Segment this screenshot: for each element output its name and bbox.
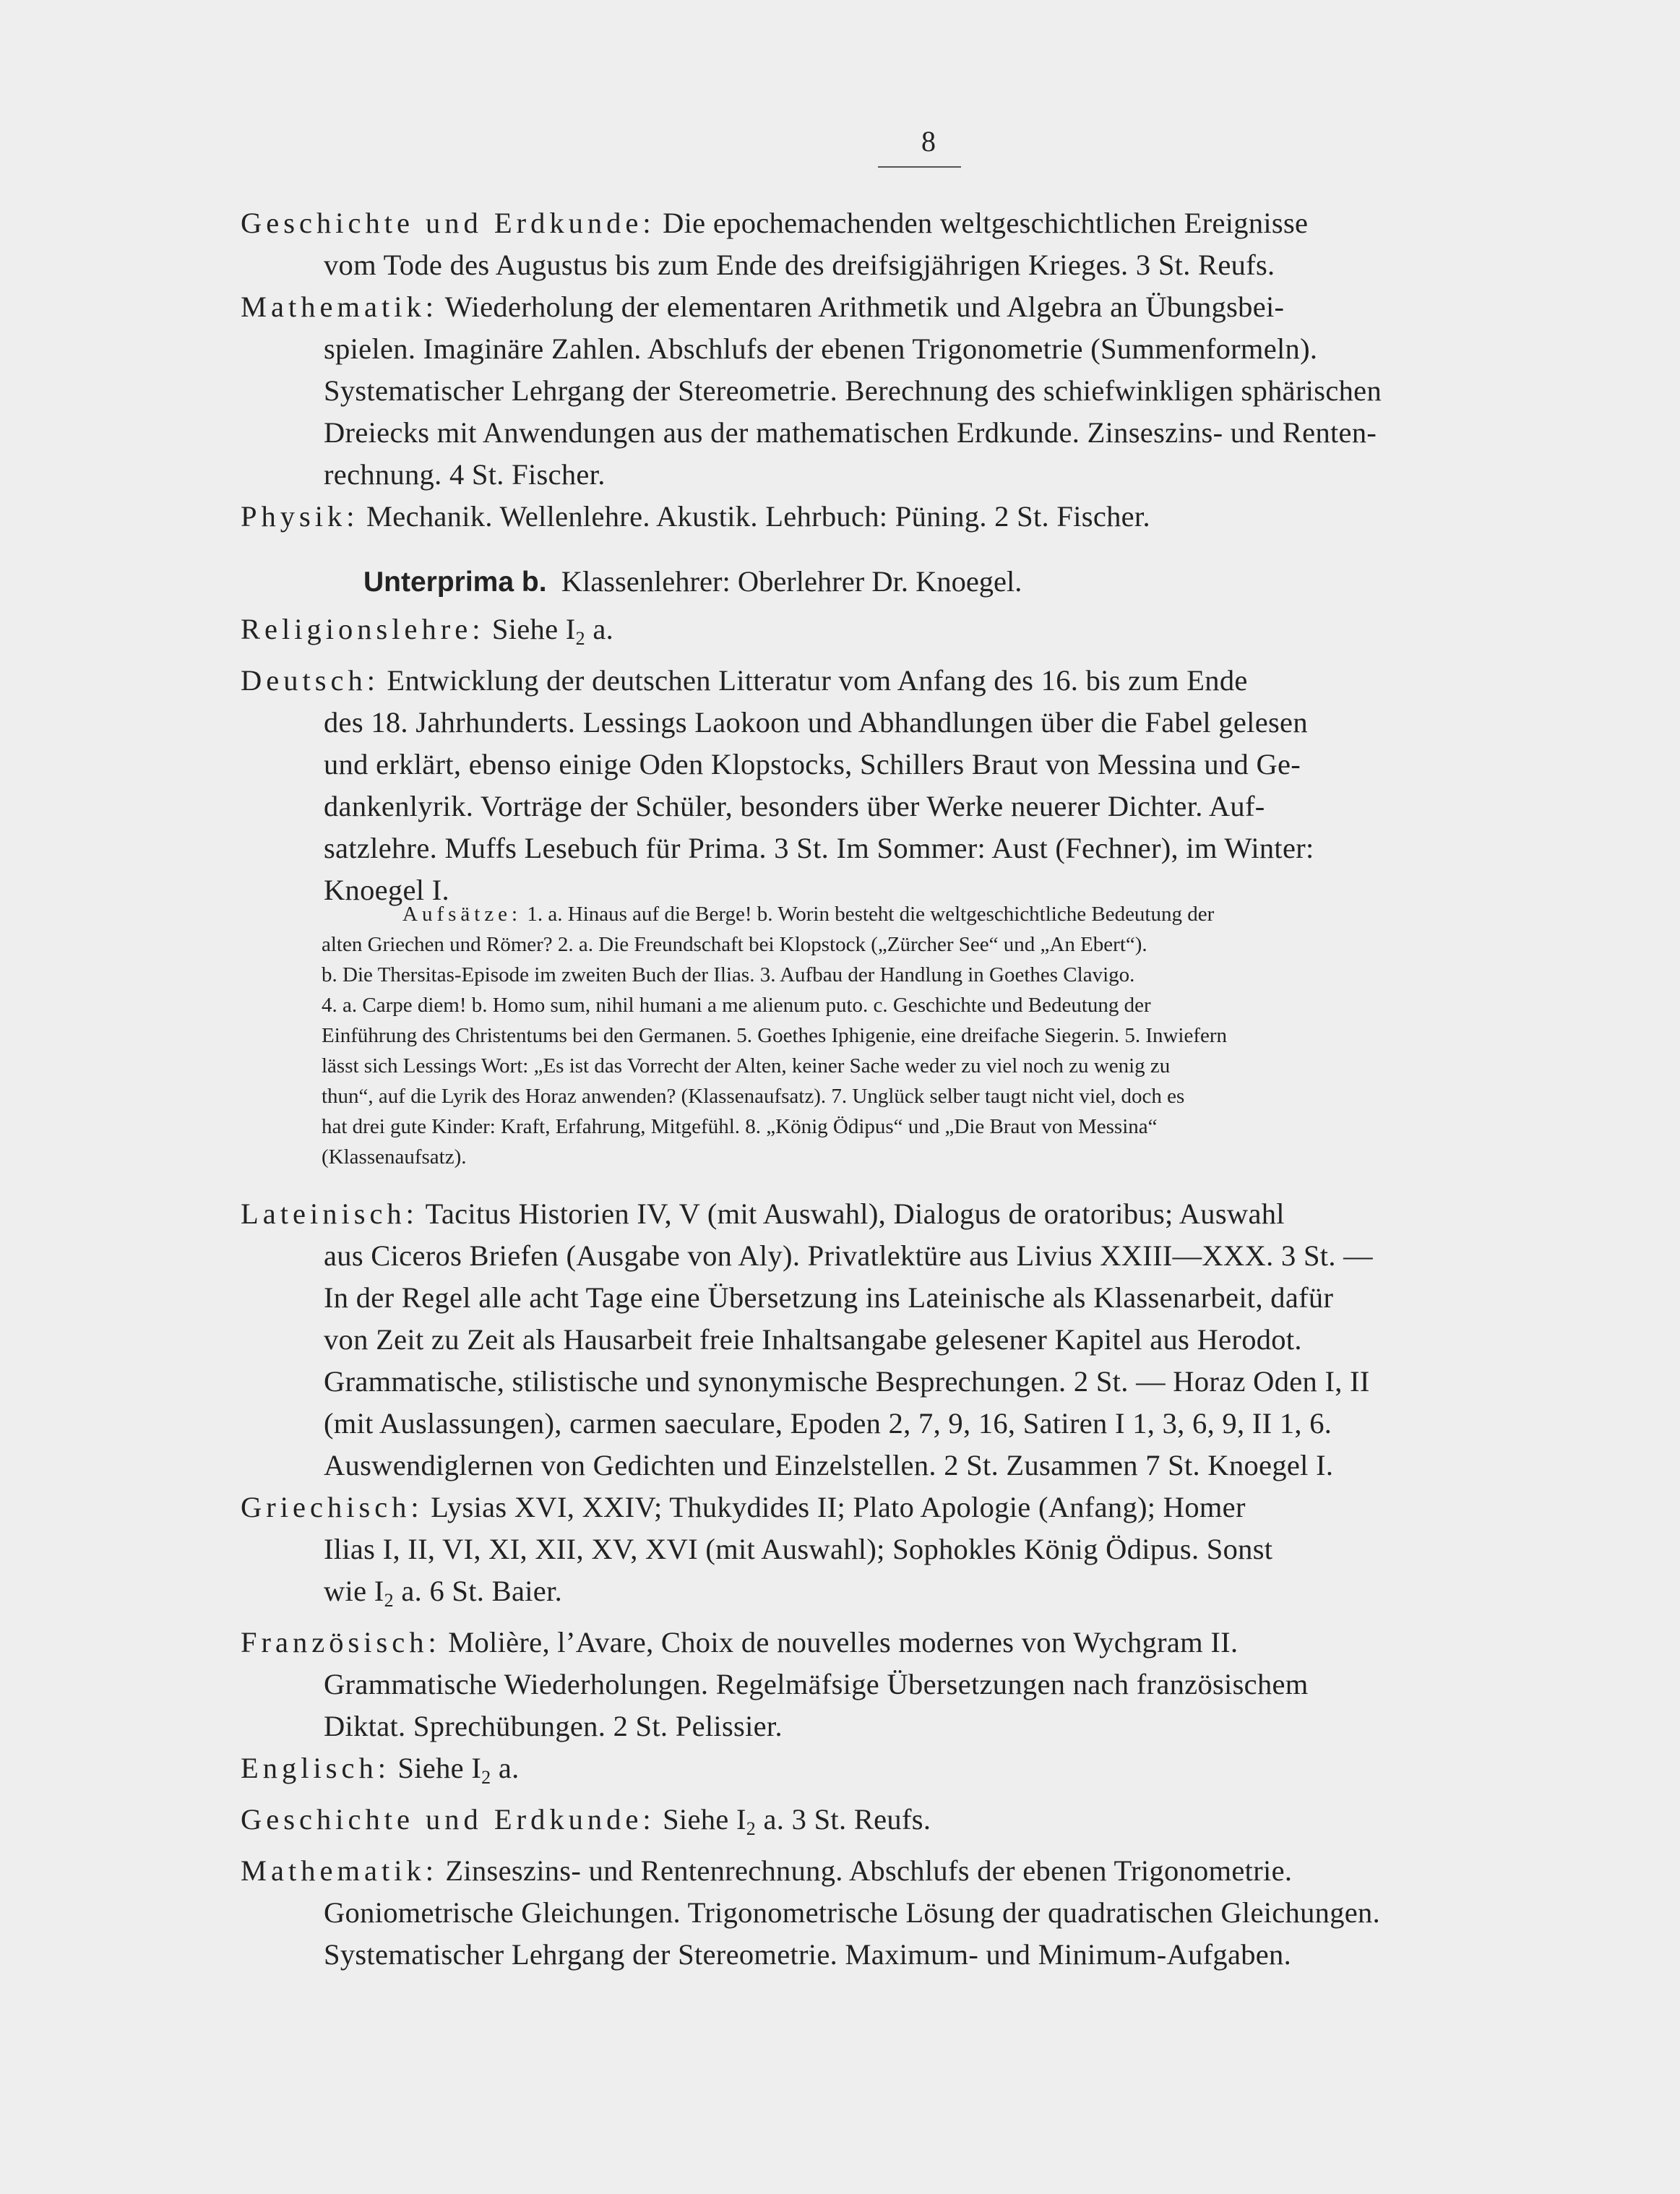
subject-label-mathematik-2: Mathematik: bbox=[241, 1854, 438, 1887]
math-line-3: Systematischer Lehrgang der Stereometrie. Maximum- und Minimum-Aufgaben. bbox=[324, 1938, 1292, 1971]
latein-line-4: von Zeit zu Zeit als Hausarbeit freie Inhaltsangabe gelesener Kapitel aus Herodot. bbox=[324, 1323, 1302, 1356]
subject-label-franzoesisch: Französisch: bbox=[241, 1626, 441, 1659]
aufsaetze-line-9: (Klassenaufsatz). bbox=[322, 1145, 467, 1169]
aufsaetze-line-4: 4. a. Carpe diem! b. Homo sum, nihil humani a me alienum puto. c. Geschichte und Bedeutung der bbox=[322, 994, 1151, 1017]
deutsch-line-4: dankenlyrik. Vorträge der Schüler, besonders über Werke neuerer Dichter. Auf- bbox=[324, 790, 1265, 822]
aufsaetze-line-6: lässt sich Lessings Wort: „Es ist das Vorrecht der Alten, keiner Sache weder zu viel noch zu wenig zu bbox=[322, 1054, 1171, 1077]
deutsch-line-3: und erklärt, ebenso einige Oden Klopstocks, Schillers Braut von Messina und Ge- bbox=[324, 748, 1301, 780]
deutsch-line-2: des 18. Jahrhunderts. Lessings Laokoon und Abhandlungen über die Fabel gelesen bbox=[324, 706, 1308, 739]
aufsaetze-line-7: thun“, auf die Lyrik des Horaz anwenden? (Klassenaufsatz). 7. Unglück selber taugt nicht viel, doch es bbox=[322, 1085, 1185, 1108]
gesch-line: Geschichte und Erdkunde: Siehe $I_2$ a. 3 St. Reufs. bbox=[241, 1803, 931, 1839]
religion-line: Religionslehre: Siehe $I_2$ a. bbox=[241, 613, 614, 649]
subject-label-religion: Religionslehre: bbox=[241, 613, 485, 645]
section-unterprima-1 bbox=[241, 608, 1606, 911]
deutsch-line-6: Knoegel I. bbox=[324, 874, 449, 906]
class-heading bbox=[363, 564, 1022, 598]
griech-line-1: Griechisch: Lysias XVI, XXIV; Thukydides II; Plato Apologie (Anfang); Homer bbox=[241, 1491, 1246, 1523]
aufsaetze-line-5: Einführung des Christentums bei den Germanen. 5. Goethes Iphigenie, eine dreifache Siegerin. 5. Inwiefern bbox=[322, 1024, 1228, 1047]
page-number: 8 bbox=[921, 125, 936, 158]
subject-label-englisch: Englisch: bbox=[241, 1752, 390, 1784]
franz-line-2: Grammatische Wiederholungen. Regelmäfsige Übersetzungen nach französischem bbox=[324, 1668, 1309, 1700]
geschichte-line-1: Geschichte und Erdkunde: Die epochemachenden weltgeschichtlichen Ereignisse bbox=[241, 207, 1309, 239]
subject-label-griechisch: Griechisch: bbox=[241, 1491, 423, 1523]
aufsaetze-line-1: Aufsätze: 1. a. Hinaus auf die Berge! b. Worin besteht die weltgeschichtliche Bedeutung der bbox=[402, 903, 1215, 926]
griech-line-2: Ilias I, II, VI, XI, XII, XV, XVI (mit Auswahl); Sophokles König Ödipus. Sonst bbox=[324, 1533, 1273, 1565]
mathematik-line-4: Dreiecks mit Anwendungen aus der mathematischen Erdkunde. Zinseszins- und Renten- bbox=[324, 416, 1377, 449]
page-number-rule bbox=[878, 166, 961, 168]
section-unterprima-2 bbox=[241, 1193, 1606, 1976]
griech-line-3: wie $I_2$ a. 6 St. Baier. bbox=[324, 1575, 563, 1611]
latein-line-5: Grammatische, stilistische und synonymische Besprechungen. 2 St. — Horaz Oden I, II bbox=[324, 1365, 1370, 1398]
latein-line-7: Auswendiglernen von Gedichten und Einzelstellen. 2 St. Zusammen 7 St. Knoegel I. bbox=[324, 1449, 1334, 1481]
latein-line-2: aus Ciceros Briefen (Ausgabe von Aly). Privatlektüre aus Livius XXIII—XXX. 3 St. — bbox=[324, 1239, 1373, 1272]
latein-line-1: Lateinisch: Tacitus Historien IV, V (mit Auswahl), Dialogus de oratoribus; Auswahl bbox=[241, 1197, 1285, 1230]
physik-line-1: Physik: Mechanik. Wellenlehre. Akustik. Lehrbuch: Püning. 2 St. Fischer. bbox=[241, 500, 1150, 533]
engl-line: Englisch: Siehe $I_2$ a. bbox=[241, 1752, 520, 1788]
latein-line-3: In der Regel alle acht Tage eine Übersetzung ins Lateinische als Klassenarbeit, dafür bbox=[324, 1281, 1334, 1314]
section-oberprima-continued bbox=[241, 202, 1606, 538]
aufsaetze-line-8: hat drei gute Kinder: Kraft, Erfahrung, Mitgefühl. 8. „König Ödipus“ und „Die Braut von Messina“ bbox=[322, 1115, 1158, 1138]
franz-line-3: Diktat. Sprechübungen. 2 St. Pelissier. bbox=[324, 1710, 783, 1742]
aufsaetze-note bbox=[322, 899, 1608, 1172]
mathematik-line-3: Systematischer Lehrgang der Stereometrie. Berechnung des schiefwinkligen sphärischen bbox=[324, 374, 1382, 407]
subject-label-latein: Lateinisch: bbox=[241, 1197, 418, 1230]
subject-label-deutsch: Deutsch: bbox=[241, 664, 379, 697]
latein-line-6: (mit Auslassungen), carmen saeculare, Epoden 2, 7, 9, 16, Satiren I 1, 3, 6, 9, II 1, 6. bbox=[324, 1407, 1332, 1440]
mathematik-line-2: spielen. Imaginäre Zahlen. Abschlufs der ebenen Trigonometrie (Summenformeln). bbox=[324, 332, 1318, 365]
subject-label-geschichte-2: Geschichte und Erdkunde: bbox=[241, 1803, 655, 1836]
mathematik-line-5: rechnung. 4 St. Fischer. bbox=[324, 458, 606, 491]
class-teacher: Klassenlehrer: Oberlehrer Dr. Knoegel. bbox=[561, 565, 1022, 598]
mathematik-line-1: Mathematik: Wiederholung der elementaren Arithmetik und Algebra an Übungsbei- bbox=[241, 291, 1285, 323]
class-name: Unterprima b. bbox=[363, 567, 547, 598]
math-line-2: Goniometrische Gleichungen. Trigonometrische Lösung der quadratischen Gleichungen. bbox=[324, 1896, 1381, 1929]
geschichte-line-2: vom Tode des Augustus bis zum Ende des dreifsigjährigen Krieges. 3 St. Reufs. bbox=[324, 249, 1275, 281]
deutsch-line-1: Deutsch: Entwicklung der deutschen Litteratur vom Anfang des 16. bis zum Ende bbox=[241, 664, 1248, 697]
subject-label-mathematik: Mathematik: bbox=[241, 291, 438, 323]
aufsaetze-label: Aufsätze: bbox=[402, 903, 522, 926]
math-line-1: Mathematik: Zinseszins- und Rentenrechnung. Abschlufs der ebenen Trigonometrie. bbox=[241, 1854, 1293, 1887]
aufsaetze-line-2: alten Griechen und Römer? 2. a. Die Freundschaft bei Klopstock („Zürcher See“ und „An Ebert“). bbox=[322, 933, 1147, 956]
subject-label-physik: Physik: bbox=[241, 500, 359, 533]
deutsch-line-5: satzlehre. Muffs Lesebuch für Prima. 3 St. Im Sommer: Aust (Fechner), im Winter: bbox=[324, 832, 1314, 864]
subject-label-geschichte: Geschichte und Erdkunde: bbox=[241, 207, 655, 239]
aufsaetze-line-3: b. Die Thersitas-Episode im zweiten Buch der Ilias. 3. Aufbau der Handlung in Goethes Clavigo. bbox=[322, 963, 1135, 986]
franz-line-1: Französisch: Molière, l’Avare, Choix de nouvelles modernes von Wychgram II. bbox=[241, 1626, 1239, 1659]
